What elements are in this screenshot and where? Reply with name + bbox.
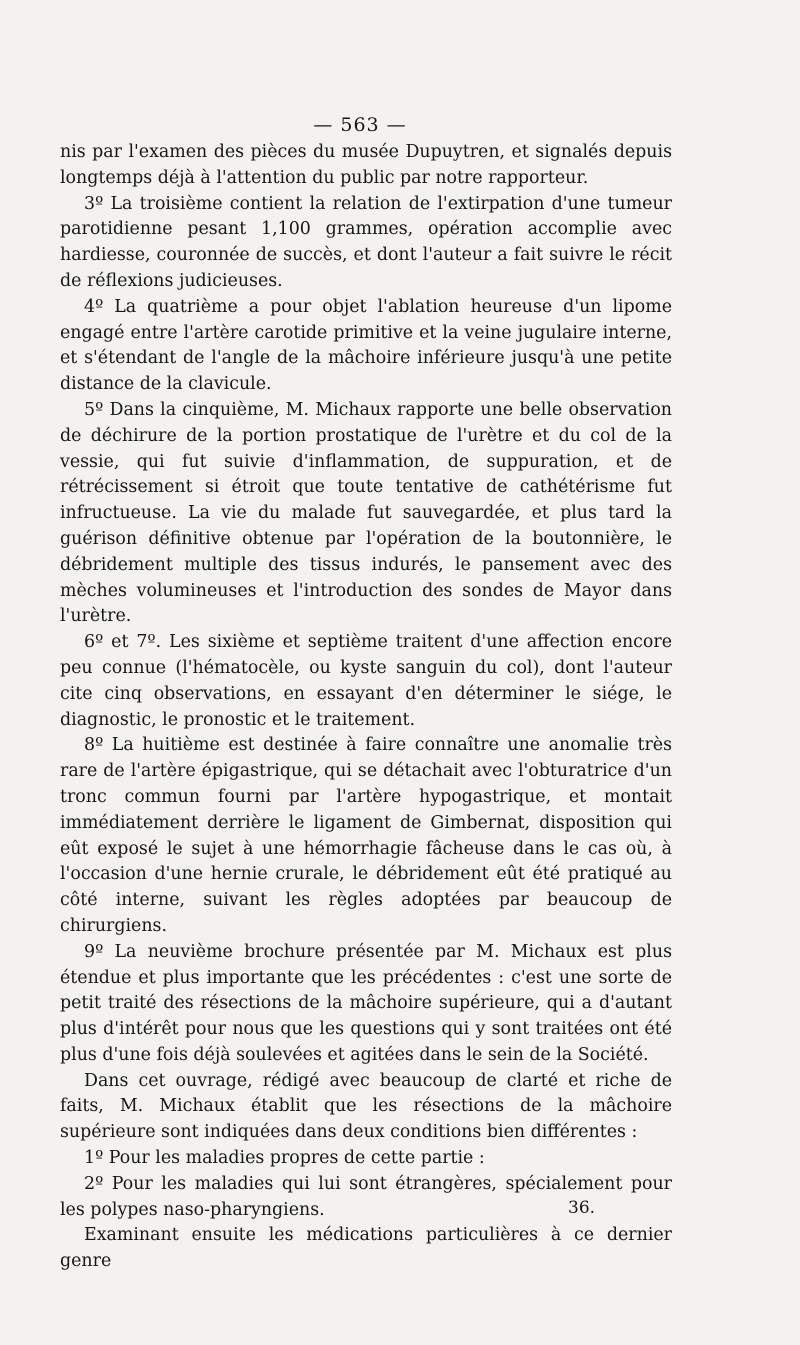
paragraph-item-4: 4º La quatrième a pour objet l'ablation heureuse d'un lipome engagé entre l'artère carotide primitive et la veine jugulaire interne, et s'étendant de l'angle de la mâchoire inférieure jusqu'à une petite distance de la clavicule. (60, 296, 672, 395)
page-number: — 563 — (313, 114, 407, 136)
paragraph-condition-2: 2º Pour les maladies qui lui sont étrangères, spécialement pour les polypes naso-pharyngiens. (60, 1173, 672, 1220)
paragraph-condition-1: 1º Pour les maladies propres de cette partie : (84, 1148, 485, 1169)
paragraph-item-3: 3º La troisième contient la relation de l'extirpation d'une tumeur parotidienne pesant 1,100 grammes, opération accomplie avec hardiesse, couronnée de succès, et dont l'auteur a fait suivre le récit de réflexions judicieuses. (60, 193, 672, 291)
paragraph-item-5: 5º Dans la cinquième, M. Michaux rapporte une belle observation de déchirure de la portion prostatique de l'urètre et du col de la vessie, qui fut suivie d'inflammation, de suppuration, et de rétrécissement si étroit que toute tentative de cathétérisme fut infructueuse. La vie du malade fut sauvegardée, et plus tard la guérison définitive obtenue par l'opération de la boutonnière, le débridement multiple des tissus indurés, le pansement avec des mèches volumineuses et l'introduction des sondes de Mayor dans l'urètre. (60, 399, 672, 627)
paragraph-continuation: nis par l'examen des pièces du musée Dupuytren, et signalés depuis longtemps déjà à l'attention du public par notre rapporteur. (60, 142, 672, 188)
paragraph-examinant: Examinant ensuite les médications particulières à ce dernier genre (60, 1225, 672, 1272)
paragraph-item-8: 8º La huitième est destinée à faire connaître une anomalie très rare de l'artère épigastrique, qui se détachait avec l'obturatrice d'un tronc commun fourni par l'artère hypogastrique, et montait immédiatement derrière le ligament de Gimbernat, disposition qui eût exposé le sujet à une hémorrhagie fâcheuse dans le cas où, à l'occasion d'une hernie crurale, le débridement eût été pratiqué au côté interne, suivant les règles adoptées par beaucoup de chirurgiens. (60, 735, 672, 936)
paragraph-item-9: 9º La neuvième brochure présentée par M. Michaux est plus étendue et plus importante que les précédentes : c'est une sorte de petit traité des résections de la mâchoire supérieure, qui a d'autant plus d'intérêt pour nous que les questions qui y sont traitées ont été plus d'une fois déjà soulevées et agitées dans le sein de la Société. (60, 941, 672, 1065)
paragraph-item-6-7: 6º et 7º. Les sixième et septième traitent d'une affection encore peu connue (l'hématocèle, ou kyste sanguin du col), dont l'auteur cite cinq observations, en essayant d'en déterminer le siége, le diagnostic, le pronostic et le traitement. (60, 632, 672, 730)
signature-mark: 36. (568, 1198, 596, 1218)
paragraph-ouvrage: Dans cet ouvrage, rédigé avec beaucoup de clarté et riche de faits, M. Michaux établit que les résections de la mâchoire supérieure sont indiquées dans deux conditions bien différentes : (60, 1070, 672, 1143)
body-text (60, 140, 672, 1275)
